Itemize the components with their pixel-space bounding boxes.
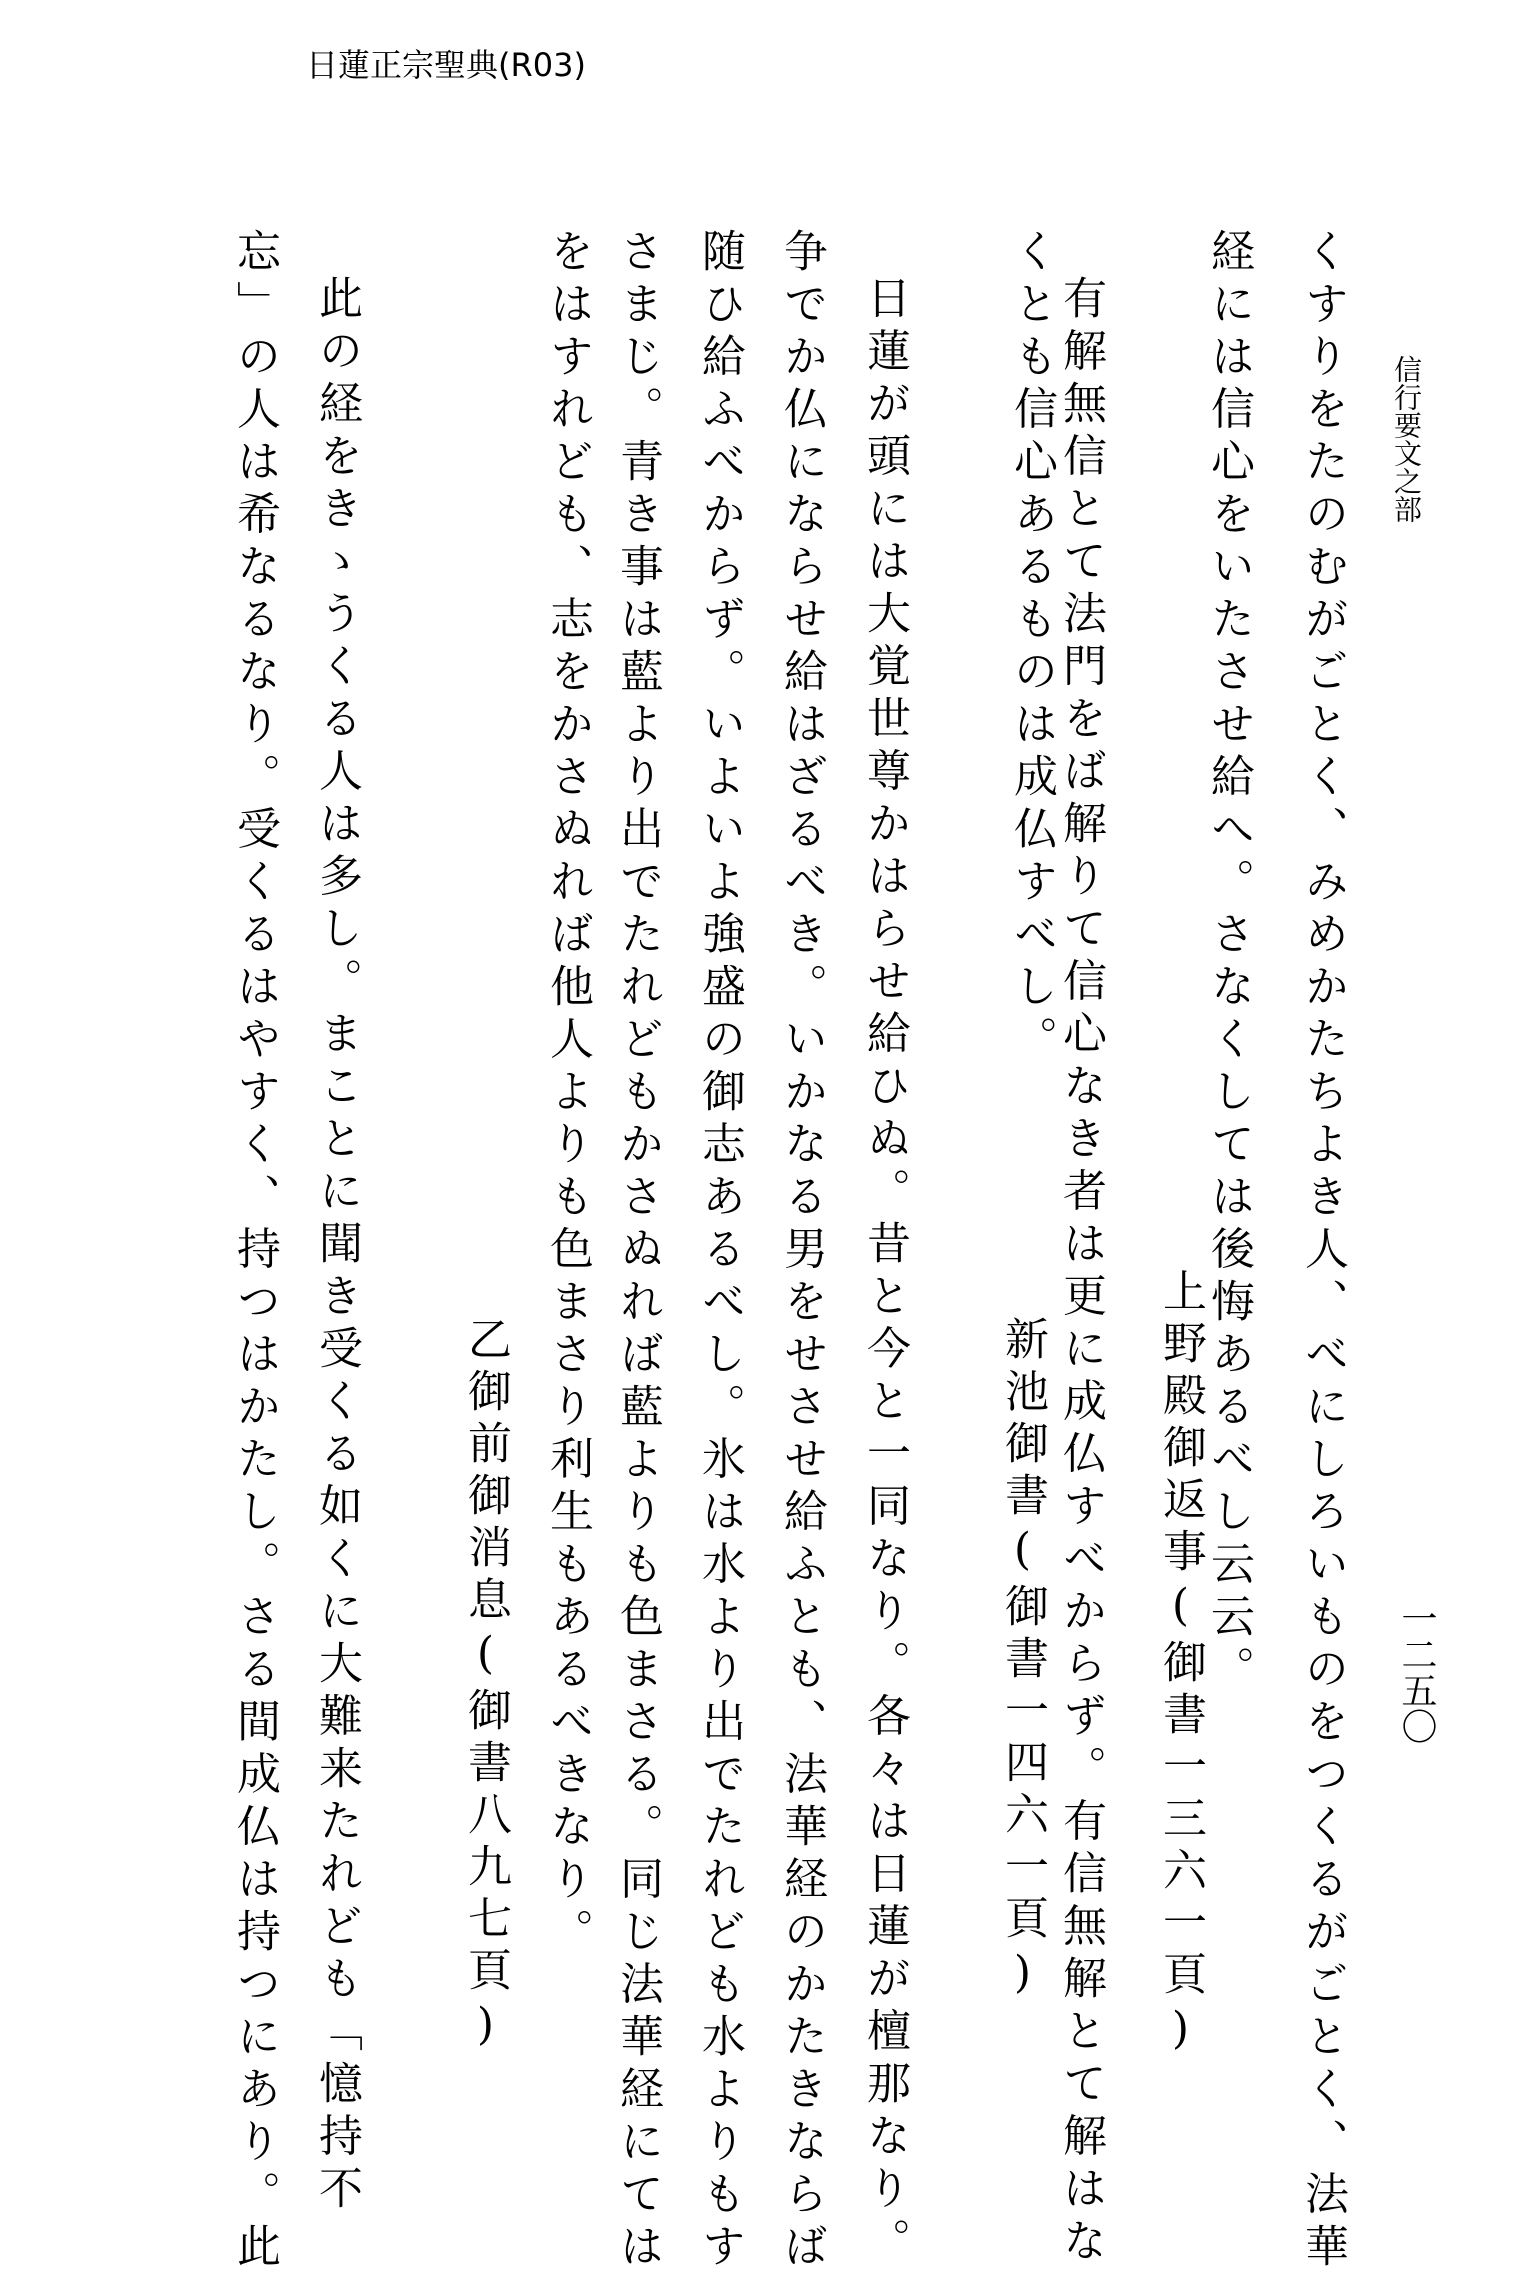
text-column: 経には信心をいたさせ給へ。さなくしては後悔あるべし云云。 [1203, 228, 1254, 1698]
citation-column: 上野殿御返事(御書一三六一頁) [1155, 1268, 1206, 2062]
text-column: くすりをたのむがごとく、みめかたちよき人、べにしろいものをつくるがごとく、法華 [1297, 228, 1348, 2276]
text-column: 此の経をきゝうくる人は多し。まことに聞き受くる如くに大難来たれども「憶持不 [311, 275, 362, 2218]
document-title: 日蓮正宗聖典(R03) [306, 46, 586, 84]
citation-column: 乙御前御消息(御書八九七頁) [460, 1316, 511, 2058]
text-column: 日蓮が頭には大覚世尊かはらせ給ひぬ。昔と今と一同なり。各々は日蓮が檀那なり。 [859, 275, 910, 2270]
text-column: 有解無信とて法門をば解りて信心なき者は更に成仏すべからず。有信無解とて解はな [1055, 275, 1106, 2270]
page-number: 一二五〇 [1396, 1600, 1437, 1744]
text-column: くとも信心あるものは成仏すべし。 [1006, 228, 1057, 1068]
text-column: さまじ。青き事は藍より出でたれどもかさぬれば藍よりも色まさる。同じ法華経にては [612, 228, 663, 2276]
text-column: をはすれども、志をかさぬれば他人よりも色まさり利生もあるべきなり。 [542, 228, 593, 1961]
section-heading: 信行要文之部 [1390, 355, 1423, 523]
citation-column: 新池御書(御書一四六一頁) [997, 1316, 1048, 2006]
text-column: 争でか仏にならせ給はざるべき。いかなる男をせさせ給ふとも、法華経のかたきならば [776, 228, 827, 2276]
text-column: 忘」の人は希なるなり。受くるはやすく、持つはかたし。さる間成仏は持つにあり。此 [229, 228, 280, 2276]
text-column: 随ひ給ふべからず。いよいよ強盛の御志あるべし。氷は水より出でたれども水よりもす [694, 228, 745, 2276]
